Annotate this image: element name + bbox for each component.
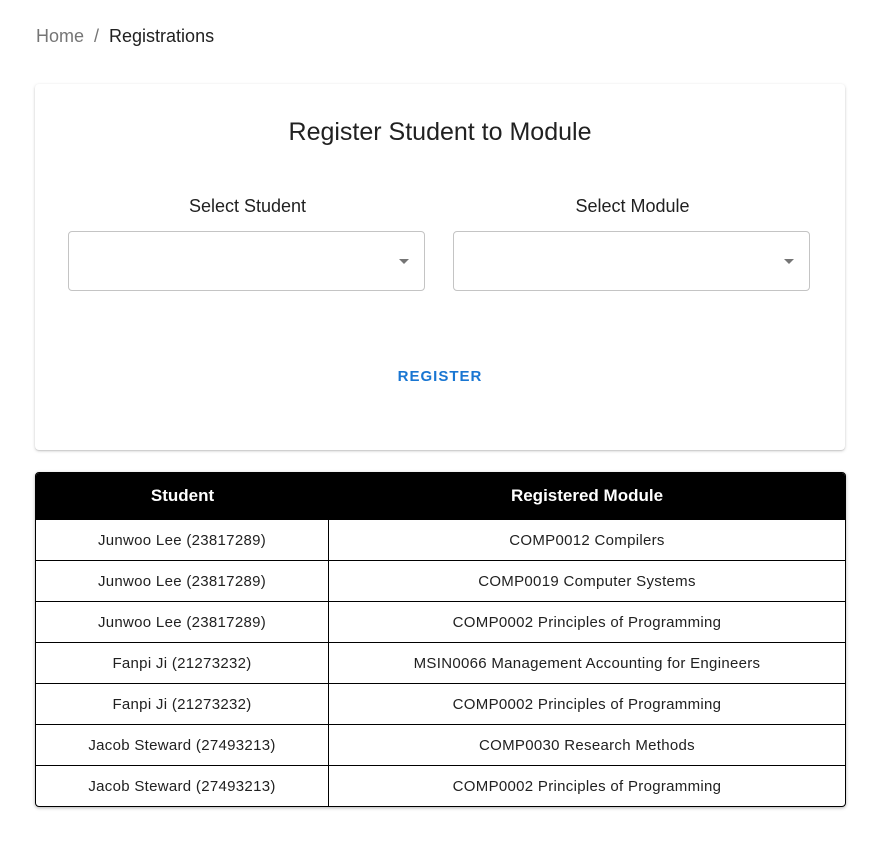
- select-student-label: Select Student: [188, 196, 307, 216]
- cell-student: Junwoo Lee (23817289): [36, 519, 329, 560]
- form-title: Register Student to Module: [288, 118, 592, 146]
- header-registered-module: Registered Module: [329, 473, 845, 519]
- breadcrumb: [36, 26, 214, 47]
- cell-module: COMP0030 Research Methods: [329, 724, 845, 765]
- header-student: Student: [36, 473, 329, 519]
- table-row: [36, 519, 845, 560]
- caret-down-icon: [784, 259, 794, 264]
- breadcrumb-home-link[interactable]: Home: [36, 26, 85, 46]
- cell-student: Fanpi Ji (21273232): [36, 642, 329, 683]
- cell-module: COMP0002 Principles of Programming: [329, 601, 845, 642]
- cell-module: COMP0019 Computer Systems: [329, 560, 845, 601]
- cell-student: Junwoo Lee (23817289): [36, 560, 329, 601]
- cell-student: Jacob Steward (27493213): [36, 765, 329, 806]
- table-row: [36, 642, 845, 683]
- cell-student: Jacob Steward (27493213): [36, 724, 329, 765]
- table-row: [36, 560, 845, 601]
- select-student-dropdown[interactable]: [68, 231, 425, 291]
- registrations-table: [35, 472, 846, 807]
- cell-module: COMP0012 Compilers: [329, 519, 845, 560]
- select-module-dropdown[interactable]: [453, 231, 810, 291]
- select-module-label: Select Module: [575, 196, 690, 216]
- table-row: [36, 765, 845, 806]
- table-header-row: [36, 473, 845, 519]
- cell-module: COMP0002 Principles of Programming: [329, 765, 845, 806]
- breadcrumb-current: Registrations: [109, 26, 215, 46]
- table-row: [36, 724, 845, 765]
- breadcrumb-separator: /: [94, 26, 100, 46]
- cell-student: Fanpi Ji (21273232): [36, 683, 329, 724]
- cell-module: COMP0002 Principles of Programming: [329, 683, 845, 724]
- registration-form-card: [35, 84, 845, 450]
- cell-module: MSIN0066 Management Accounting for Engineers: [329, 642, 845, 683]
- table-row: [36, 683, 845, 724]
- caret-down-icon: [399, 259, 409, 264]
- cell-student: Junwoo Lee (23817289): [36, 601, 329, 642]
- table-row: [36, 601, 845, 642]
- register-button[interactable]: REGISTER: [390, 358, 490, 394]
